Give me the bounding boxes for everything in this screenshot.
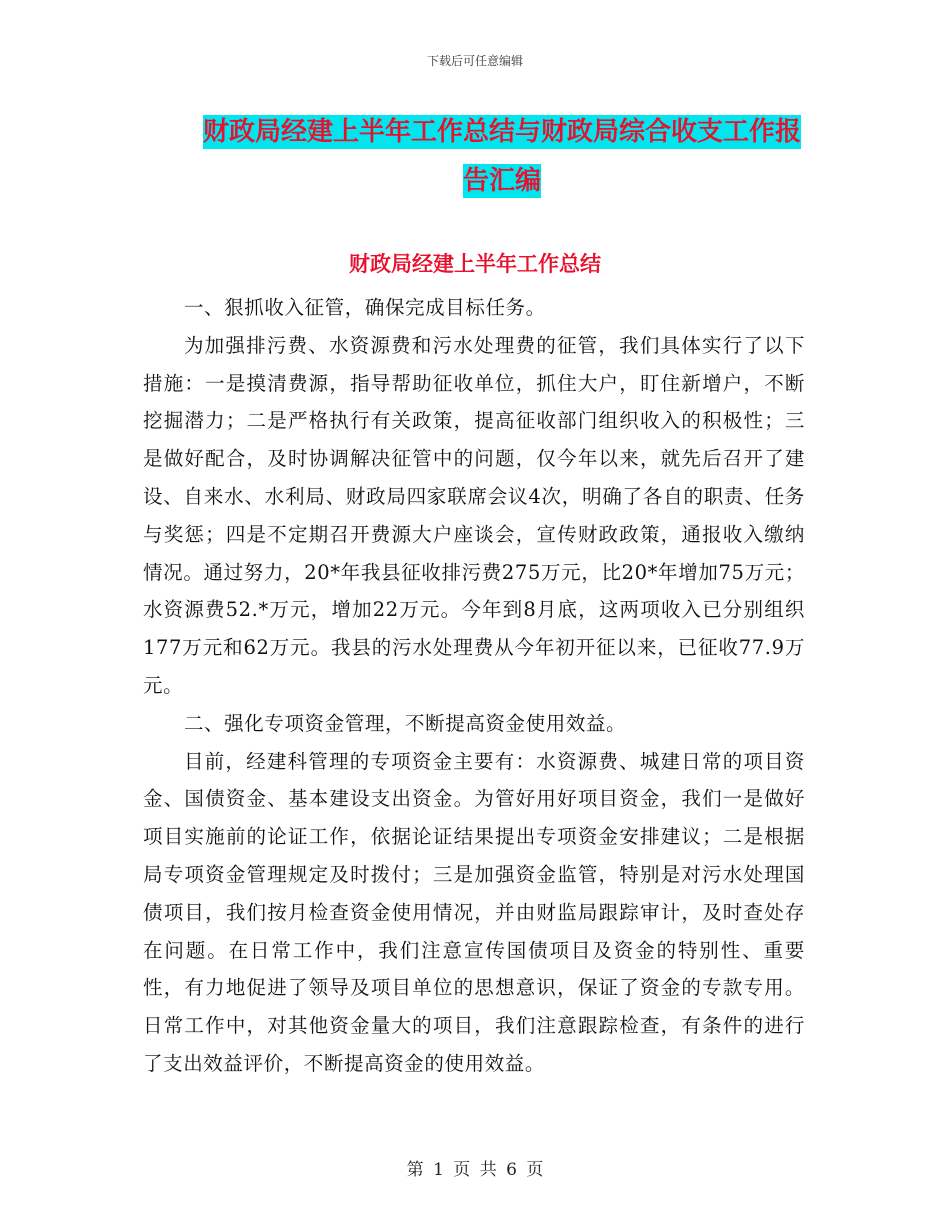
body-paragraph-2: 目前，经建科管理的专项资金主要有：水资源费、城建日常的项目资金、国债资金、基本建设支出资金。为管好用好项目资金，我们一是做好项目实施前的论证工作，依据论证结果提出专项资金安排建议；二是根据局专项资金管理规定及时拨付；三是加强资金监管，特别是对污水处理国债项目，我们按月检查资金使用情况，并由财监局跟踪审计，及时查处存在问题。在日常工作中，我们注意宣传国债项目及资金的特别性、重要性，有力地促进了领导及项目单位的思想意识，保证了资金的专款专用。日常工作中，对其他资金量大的项目，我们注意跟踪检查，有条件的进行了支出效益评价，不断提高资金的使用效益。 xyxy=(143,749,805,1075)
heading-paragraph-2: 二、强化专项资金管理，不断提高资金使用效益。 xyxy=(183,711,627,735)
page-number-footer: 第 1 页 共 6 页 xyxy=(406,1160,544,1180)
body-paragraph-1: 为加强排污费、水资源费和污水处理费的征管，我们具体实行了以下措施：一是摸清费源，指导帮助征收单位，抓住大户，盯住新增户，不断挖掘潜力；二是严格执行有关政策，提高征收部门组织收入的积极性；三是做好配合，及时协调解决征管中的问题，仅今年以来，就先后召开了建设、自来水、水利局、财政局四家联席会议4次，明确了各自的职责、任务与奖惩；四是不定期召开费源大户座谈会，宣传财政政策，通报收入缴纳情况。通过努力，20*年我县征收排污费275万元，比20*年增加75万元；水资源费52.*万元，增加22万元。今年到8月底，这两项收入已分别组织177万元和62万元。我县的污水处理费从今年初开征以来，已征收77.9万元。 xyxy=(143,333,805,697)
body-text xyxy=(143,289,805,1083)
header-note: 下载后可任意编辑 xyxy=(426,54,523,68)
document-title-line-2: 告汇编 xyxy=(462,166,541,196)
document-title-line-1: 财政局经建上半年工作总结与财政局综合收支工作报 xyxy=(202,117,801,147)
heading-paragraph-1: 一、狠抓收入征管，确保完成目标任务。 xyxy=(183,296,546,319)
section-title: 财政局经建上半年工作总结 xyxy=(349,252,601,276)
document-title xyxy=(192,108,812,206)
